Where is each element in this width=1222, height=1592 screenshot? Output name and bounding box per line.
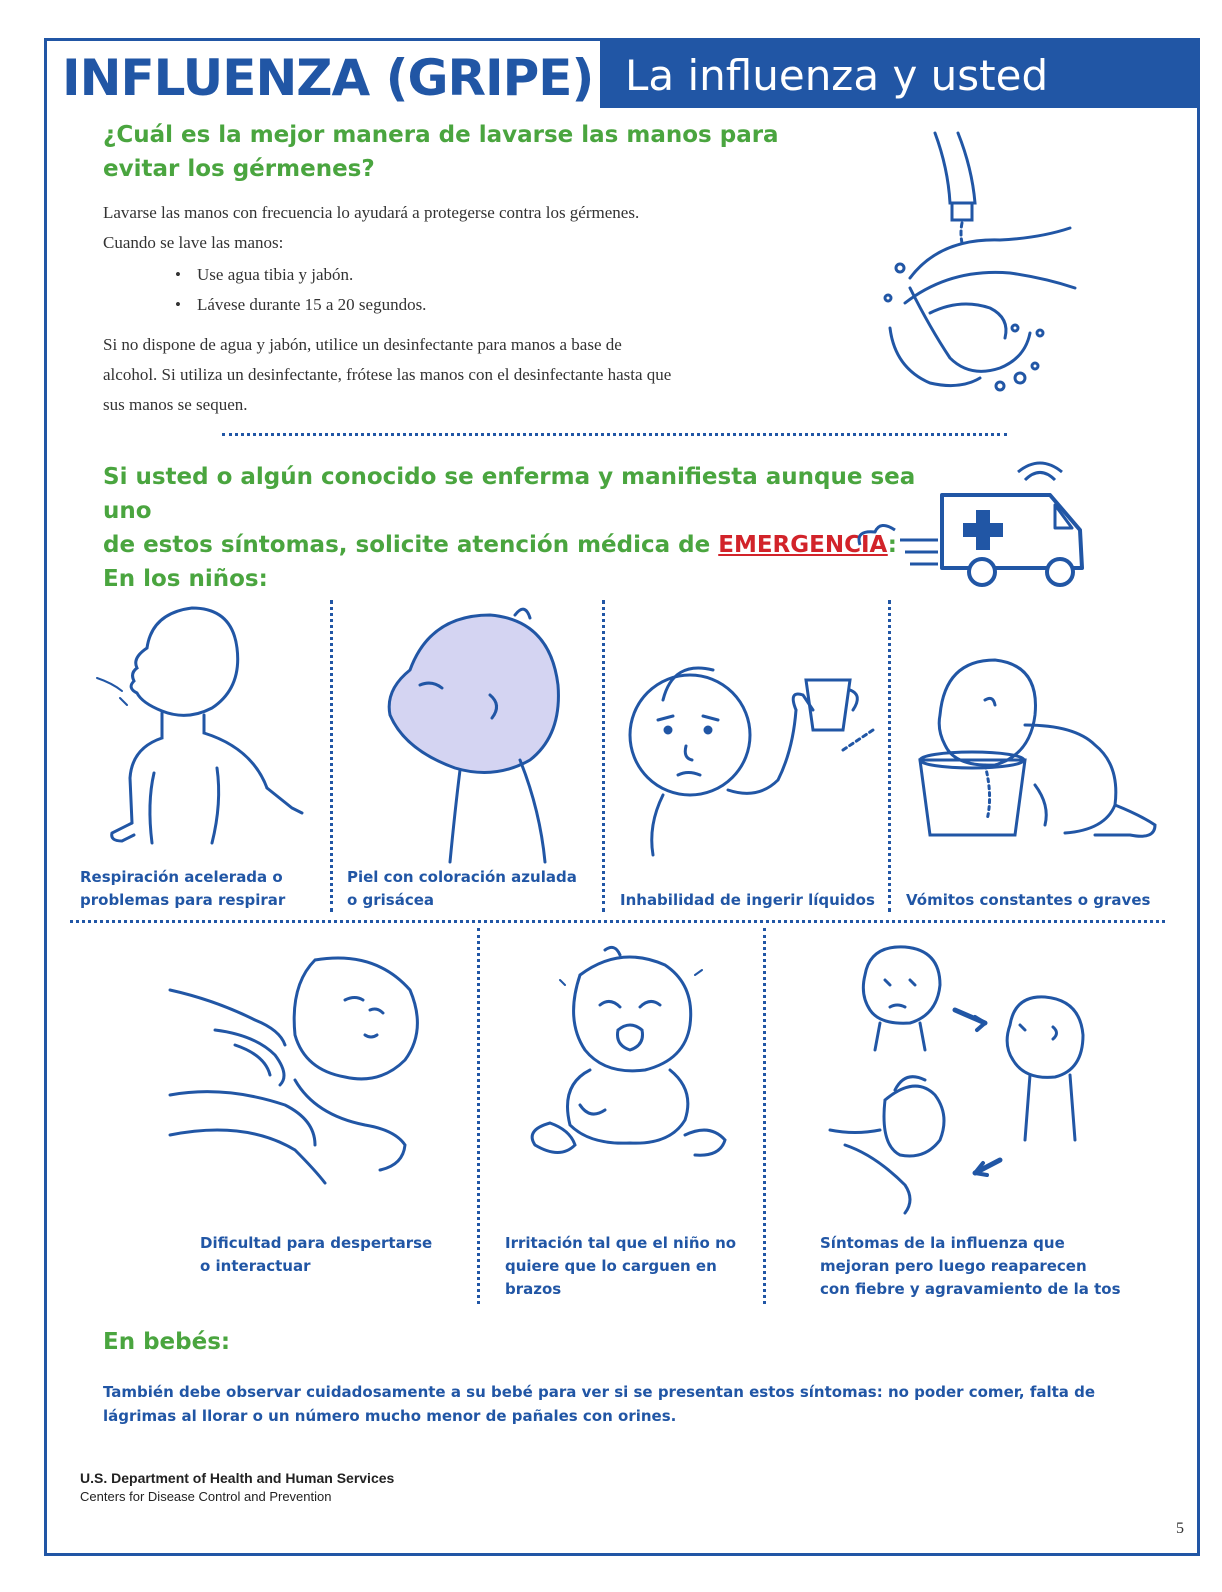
caption-line: Irritación tal que el niño no	[505, 1234, 737, 1252]
page-subtitle: La influenza y usted	[625, 51, 1049, 100]
handwash-intro	[103, 198, 863, 258]
handwash-heading	[103, 118, 883, 186]
emergency-heading	[103, 460, 943, 562]
symptom-caption	[505, 1232, 760, 1301]
caption-line: Piel con coloración azulada	[347, 868, 577, 886]
caption-line: problemas para respirar	[80, 891, 286, 909]
handwash-alt-line: sus manos se sequen.	[103, 395, 248, 414]
emergency-heading-line: Si usted o algún conocido se enferma y manifiesta aunque sea uno	[103, 464, 916, 524]
handwash-alternative	[103, 330, 863, 420]
caption-line: Síntomas de la influenza que	[820, 1234, 1065, 1252]
handwashing-illustration	[870, 128, 1090, 403]
babies-heading: En bebés:	[103, 1329, 231, 1355]
handwash-heading-line: evitar los gérmenes?	[103, 156, 375, 182]
caption-line: Inhabilidad de ingerir líquidos	[620, 891, 875, 909]
column-divider	[330, 600, 333, 912]
footer-agency: Centers for Disease Control and Prevention	[80, 1489, 332, 1504]
caption-line: o grisácea	[347, 891, 435, 909]
column-divider	[602, 600, 605, 912]
symptom-caption	[620, 889, 885, 912]
child-sleepy-illustration	[165, 945, 430, 1185]
caption-line: quiere que lo carguen en	[505, 1257, 717, 1275]
babies-text-line: lágrimas al llorar o un número mucho menor de pañales con orines.	[103, 1407, 677, 1425]
footer-org: U.S. Department of Health and Human Services	[80, 1470, 395, 1486]
symptom-caption	[200, 1232, 465, 1278]
child-irritated-illustration	[520, 945, 735, 1165]
caption-line: brazos	[505, 1280, 562, 1298]
handwash-bullets	[175, 260, 775, 320]
emergency-emphasis: EMERGENCIA	[718, 532, 888, 558]
symptom-caption	[347, 866, 597, 912]
babies-text-line: También debe observar cuidadosamente a su bebé para ver si se presentan estos síntomas: no poder comer, falta de	[103, 1383, 1096, 1401]
symptom-caption	[80, 866, 325, 912]
column-divider	[477, 928, 480, 1304]
emergency-heading-line	[103, 528, 943, 562]
handwash-heading-line: ¿Cuál es la mejor manera de lavarse las manos para	[103, 122, 779, 148]
caption-line: Dificultad para despertarse	[200, 1234, 433, 1252]
emergency-colon: :	[887, 532, 897, 558]
caption-line: mejoran pero luego reaparecen	[820, 1257, 1087, 1275]
handwash-alt-line: alcohol. Si utiliza un desinfectante, frótese las manos con el desinfectante hasta que	[103, 365, 672, 384]
column-divider	[888, 600, 891, 912]
handwash-intro-line: Cuando se lave las manos:	[103, 233, 284, 252]
bullet-item: • Use agua tibia y jabón.	[175, 260, 775, 290]
page-number: 5	[1176, 1520, 1184, 1537]
child-refusing-drink-illustration	[628, 650, 883, 860]
column-divider	[763, 928, 766, 1304]
children-heading: En los niños:	[103, 566, 268, 592]
ambulance-icon	[850, 460, 1130, 600]
child-bluish-skin-illustration	[380, 600, 570, 865]
caption-line: Respiración acelerada o	[80, 868, 283, 886]
symptoms-return-illustration	[825, 945, 1100, 1215]
handwash-alt-line: Si no dispone de agua y jabón, utilice un desinfectante para manos a base de	[103, 335, 622, 354]
caption-line: o interactuar	[200, 1257, 311, 1275]
section-divider	[222, 433, 1007, 436]
caption-line: con fiebre y agravamiento de la tos	[820, 1280, 1121, 1298]
child-breathing-illustration	[92, 603, 312, 858]
page-title: INFLUENZA (GRIPE)	[62, 49, 594, 107]
babies-text	[103, 1380, 1173, 1428]
child-vomiting-illustration	[915, 655, 1163, 855]
bullet-item: • Lávese durante 15 a 20 segundos.	[175, 290, 775, 320]
handwash-intro-line: Lavarse las manos con frecuencia lo ayudará a protegerse contra los gérmenes.	[103, 203, 640, 222]
symptom-caption	[906, 889, 1176, 912]
row-divider	[70, 920, 1165, 923]
symptom-caption	[820, 1232, 1160, 1301]
emergency-heading-text: de estos síntomas, solicite atención médica de	[103, 532, 719, 558]
caption-line: Vómitos constantes o graves	[906, 891, 1151, 909]
